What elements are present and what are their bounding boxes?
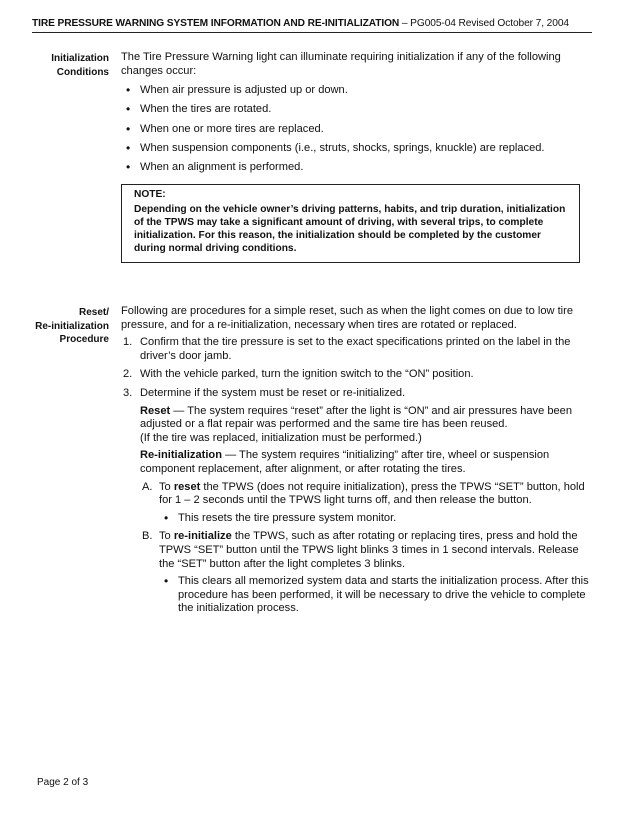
reinit-text: — The system requires “initializing” after tire, wheel or suspension component replacement, after alignment, or after rotating the tires. xyxy=(140,449,550,475)
step-number: B. xyxy=(142,530,153,543)
step-text: To re-initialize the TPWS, such as after rotating or replacing tires, press and hold the TPWS “SET” button until the TPWS light blinks 3 times in 1 second intervals. Release the “SET” button after the light completes 3 blinks. xyxy=(159,530,579,570)
note-text: Depending on the vehicle owner’s driving patterns, habits, and trip duration, initialization of the TPWS may take a significant amount of driving, with several trips, to complete initialization. For this reason, the initialization should be completed by the customer during normal driving conditions. xyxy=(134,204,566,255)
step-number: A. xyxy=(142,480,153,493)
reset-note: (If the tire was replaced, initialization must be performed.) xyxy=(140,431,422,444)
conditions-list xyxy=(121,84,591,174)
step-text: With the vehicle parked, turn the ignition switch to the “ON” position. xyxy=(140,368,474,381)
step-text: Determine if the system must be reset or re-initialized. xyxy=(140,386,406,399)
step-a xyxy=(140,481,591,526)
reset-text: — The system requires “reset” after the light is “ON” and air pressures have been adjusted or a flat repair was performed and the same tire has been reused. xyxy=(140,404,573,431)
reset-term: Reset xyxy=(140,404,171,417)
reinit-definition xyxy=(140,449,591,476)
reinitialize-keyword: re-initialize xyxy=(173,530,232,543)
step-number: 2. xyxy=(123,368,133,381)
note-box xyxy=(121,184,580,264)
section-initialization-conditions xyxy=(121,51,591,263)
list-item: • When suspension components (i.e., struts, shocks, springs, knuckle) are replaced. xyxy=(121,142,591,156)
revision-info: – PG005-04 Revised October 7, 2004 xyxy=(399,18,569,29)
step-3 xyxy=(121,387,591,616)
section-intro: The Tire Pressure Warning light can illuminate requiring initialization if any of the following changes occur: xyxy=(121,51,561,77)
step-2 xyxy=(121,368,591,382)
list-item: • When air pressure is adjusted up or down. xyxy=(121,84,591,98)
reset-keyword: reset xyxy=(173,480,201,493)
procedure-steps xyxy=(121,336,591,616)
section-reset-procedure xyxy=(121,305,591,621)
section-label-reset-procedure: Reset/ Re-initialization Procedure xyxy=(35,307,109,345)
step-number: 3. xyxy=(123,386,133,399)
reset-definition xyxy=(140,405,591,446)
step-text: Confirm that the tire pressure is set to the exact specifications printed on the label in the driver’s door jamb. xyxy=(140,336,571,362)
page-number: Page 2 of 3 xyxy=(37,777,89,788)
list-item: • This clears all memorized system data and starts the initialization process. After this procedure has been performed, it will be necessary to drive the vehicle to complete the initialization process. xyxy=(159,575,591,616)
list-item: • When an alignment is performed. xyxy=(121,161,591,175)
page-title: TIRE PRESSURE WARNING SYSTEM INFORMATION AND RE-INITIALIZATION xyxy=(32,18,400,29)
list-item: • When the tires are rotated. xyxy=(121,103,591,117)
reinit-term: Re-initialization xyxy=(140,449,222,462)
note-heading: NOTE: xyxy=(134,188,166,200)
step-text: To reset the TPWS (does not require initialization), press the TPWS “SET” button, hold for 1 – 2 seconds until the TPWS light turns off, and then release the button. xyxy=(159,480,585,507)
step-1 xyxy=(121,336,591,363)
step-b xyxy=(140,530,591,616)
page-header xyxy=(32,18,592,33)
list-item: • This resets the tire pressure system monitor. xyxy=(159,512,591,526)
list-item: • When one or more tires are replaced. xyxy=(121,123,591,137)
step-number: 1. xyxy=(123,336,133,349)
section-label-initialization-conditions: Initialization Conditions xyxy=(51,53,109,78)
section-intro: Following are procedures for a simple reset, such as when the light comes on due to low tire pressure, and for a re-initialization, necessary when tires are rotated or replaced. xyxy=(121,305,573,331)
